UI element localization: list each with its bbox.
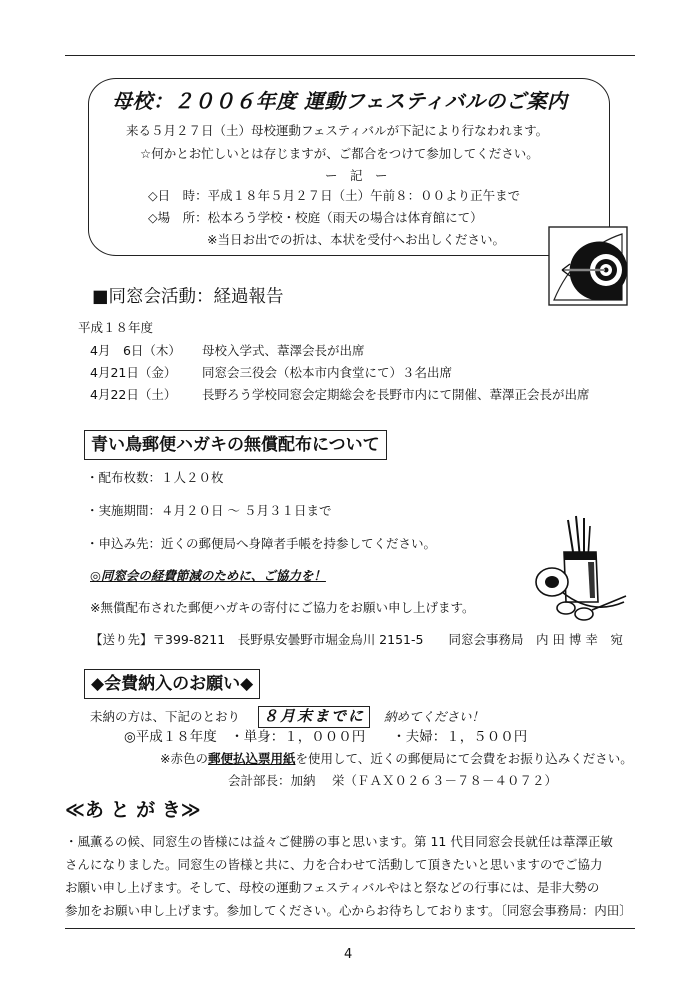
postcard-slogan: ◎同窓会の経費節減のために、ご協力を！ — [90, 568, 326, 583]
pencil-cup-scissors-icon — [532, 512, 628, 622]
festival-note: ※当日お出での折は、本状を受付へお出しください。 — [207, 232, 505, 247]
fee-deadline: ８月末までに — [258, 706, 370, 728]
postcard-apply: ・申込み先：近くの郵便局へ身障者手帳を持参してください。 — [86, 536, 437, 551]
bottom-rule — [65, 928, 635, 929]
fee-line-1-pre: 未納の方は、下記のとおり — [90, 709, 241, 724]
festival-ki: ー 記 ー — [325, 168, 388, 183]
afterword-line: お願い申し上げます。そして、母校の運動フェスティバルやはと祭などの行事には、是非大勢の — [65, 880, 600, 895]
activity-date: 4月21日（金） — [90, 365, 177, 380]
activity-date: 4月 6日（木） — [90, 343, 181, 358]
festival-title: 母校：２００６年度 運動フェスティバルのご案内 — [112, 89, 568, 113]
send-address: 〒399-8211 長野県安曇野市堀金烏川 2151-5 同窓会事務局 内 田 博 幸 宛 — [152, 632, 623, 647]
activity-row — [90, 365, 452, 381]
fee-line-3-pre: ※赤色の — [160, 751, 208, 766]
target-arrow-icon — [548, 226, 628, 306]
postcard-period: ・実施期間：４月２０日 ～ ５月３１日まで — [86, 503, 332, 518]
fee-line-1-post: 納めてください！ — [384, 709, 485, 724]
afterword-line: ・風薫るの候、同窓生の皆様には益々ご健勝の事と思います。第 11 代目同窓会長就任は葦澤正敏 — [65, 834, 613, 849]
postcard-count: ・配布枚数：１人２０枚 — [86, 470, 224, 485]
festival-date — [148, 188, 520, 204]
afterword-line: さんになりました。同窓生の皆様と共に、力を合わせて活動して頂きたいと思いますのでご協力 — [65, 857, 603, 872]
stationery-illustration — [532, 512, 628, 622]
target-illustration — [548, 226, 628, 306]
fee-line-3 — [160, 751, 633, 767]
postcard-send — [90, 632, 623, 648]
place-value: 松本ろう学校・校庭（雨天の場合は体育館にて） — [207, 210, 483, 225]
activity-text: 長野ろう学校同窓会定期総会を長野市内にて開催、葦澤正会長が出席 — [202, 387, 590, 402]
date-value: 平成１８年５月２７日（土）午前８：００より正午まで — [207, 188, 521, 203]
activity-text: 母校入学式、葦澤会長が出席 — [202, 343, 365, 358]
postcard-donate: ※無償配布された郵便ハガキの寄付にご協力をお願い申し上げます。 — [90, 600, 475, 615]
festival-place — [148, 210, 483, 226]
afterword-line: 参加をお願い申し上げます。参加してください。心からお待ちしております。〔同窓会事務局：内田〕 — [65, 903, 632, 918]
fee-form-name: 郵便払込票用紙 — [207, 751, 296, 766]
activity-row — [90, 343, 365, 359]
activity-heading: ■同窓会活動：経過報告 — [92, 287, 284, 307]
postcard-heading: 青い鳥郵便ハガキの無償配布について — [84, 430, 387, 460]
activity-row — [90, 387, 590, 403]
fee-heading: ◆会費納入のお願い◆ — [84, 669, 260, 699]
fee-line-1 — [90, 706, 484, 728]
afterword-body — [65, 830, 635, 922]
activity-year: 平成１８年度 — [78, 320, 154, 335]
festival-line-1: 来る５月２７日（土）母校運動フェスティバルが下記により行なわれます。 — [126, 123, 549, 138]
afterword-heading: ≪あ と が き≫ — [65, 799, 201, 821]
page-number: 4 — [344, 947, 353, 962]
activity-text: 同窓会三役会（松本市内食堂にて）３名出席 — [202, 365, 453, 380]
place-label: ◇場 所： — [148, 210, 208, 225]
activity-date: 4月22日（土） — [90, 387, 177, 402]
fee-line-3-post: を使用して、近くの郵便局にて会費をお振り込みください。 — [295, 751, 633, 766]
fee-line-4: 会計部長：加納 栄（ＦＡＸ０２６３－７８－４０７２） — [228, 773, 557, 788]
top-rule — [65, 55, 635, 56]
send-label: 【送り先】 — [90, 632, 153, 647]
fee-line-2: ◎平成１８年度 ・単身：１，０００円 ・夫婦：１，５００円 — [124, 729, 528, 745]
date-label: ◇日 時： — [148, 188, 208, 203]
festival-line-2: ☆何かとお忙しいとは存じますが、ご都合をつけて参加してください。 — [140, 146, 539, 161]
